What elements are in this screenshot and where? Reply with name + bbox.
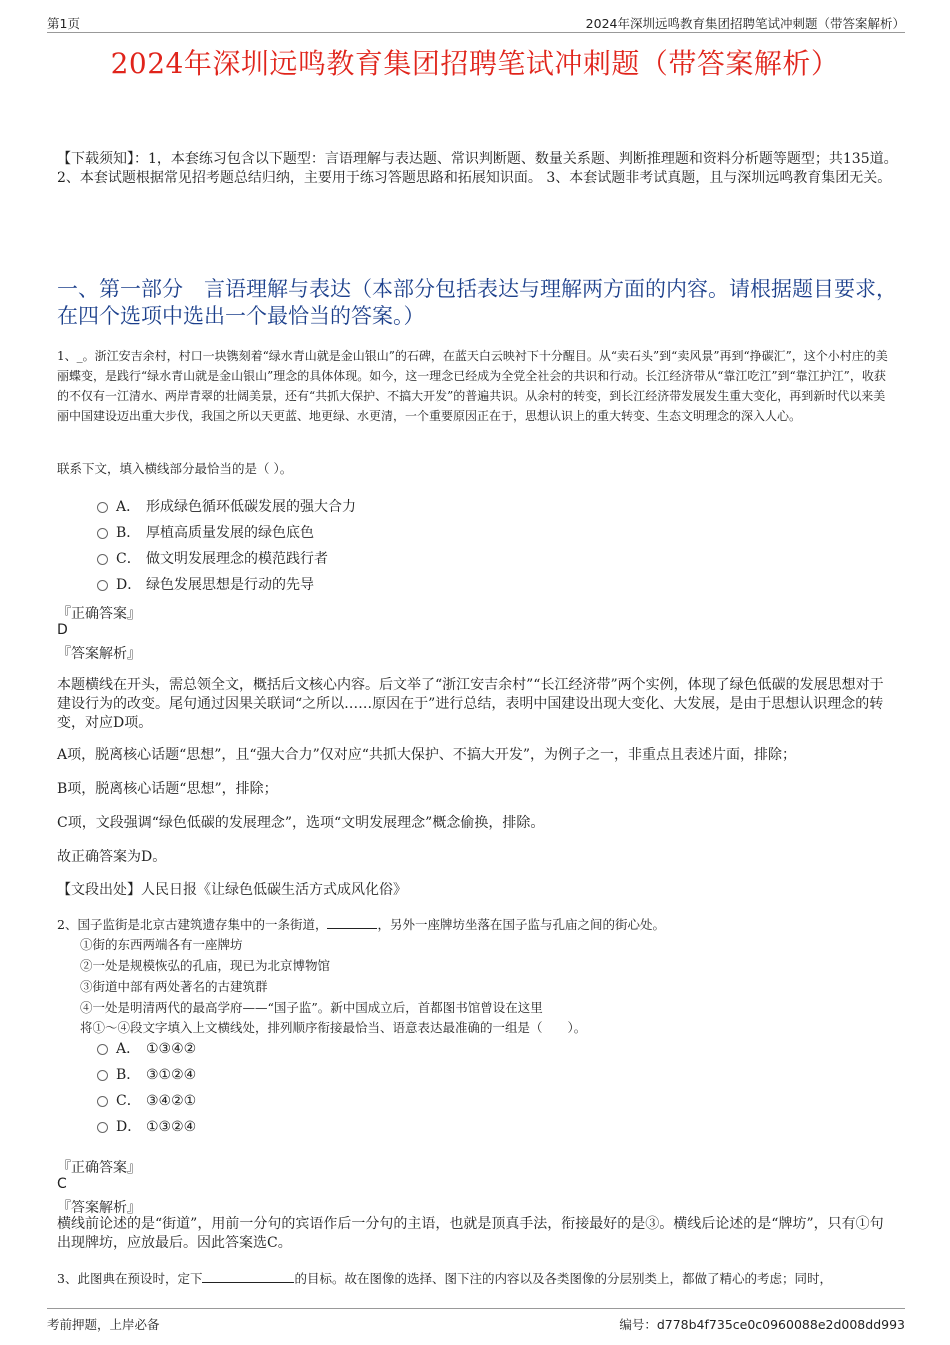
q2-answer-label: 『正确答案』 xyxy=(57,1160,141,1176)
q1-stem: 1、_。浙江安吉余村，村口一块镌刻着“绿水青山就是金山银山”的石碑，在蓝天白云映衬下十分醒目。从“卖石头”到“卖风景”再到“挣碳汇”，这个小村庄的美丽蝶变，是践行“绿水青山就是金山银山”理念的具体体现。如今，这一理念已经成为全党全社会的共识和行动。长江经济带从“靠江吃江”到“靠江护江”，收获的不仅有一江清水、两岸青翠的壮阔美景，还有“共抓大保护、不搞大开发”的普遍共识。从余村的转变，到长江经济带发展发生重大变化，再到新时代以来美丽中国建设迈出重大步伐，我国之所以天更蓝、地更绿、水更清，一个重要原因正在于，思想认识上的重大转变、生态文明理念的深入人心。 xyxy=(57,349,888,423)
fill-blank xyxy=(202,1272,294,1283)
page-header xyxy=(47,10,905,33)
option-text: 形成绿色循环低碳发展的强大合力 xyxy=(146,499,356,515)
q2-option-a[interactable] xyxy=(97,1038,196,1059)
q3-stem xyxy=(57,1268,897,1289)
q2-line-4: ④一处是明清两代的最高学府——“国子监”。新中国成立后，首都图书馆曾设在这里 xyxy=(80,1000,543,1015)
document-title: 2024年深圳远鸣教育集团招聘笔试冲刺题（带答案解析） xyxy=(110,47,840,80)
option-key: B． xyxy=(116,525,141,541)
option-text: ①③④② xyxy=(146,1041,197,1057)
q1-answer: D xyxy=(57,622,68,638)
option-text: ③①②④ xyxy=(146,1067,197,1083)
q2-option-c[interactable] xyxy=(97,1090,196,1111)
radio-icon[interactable] xyxy=(97,528,108,539)
option-key: B． xyxy=(116,1067,141,1083)
option-key: C． xyxy=(116,551,141,567)
header-doc-title: 2024年深圳远鸣教育集团招聘笔试冲刺题（带答案解析） xyxy=(585,16,905,31)
q3-stem-a: 3、此图典在预设时，定下 xyxy=(57,1271,203,1286)
option-text: 绿色发展思想是行动的先导 xyxy=(146,577,314,593)
q2-answer: C xyxy=(57,1176,67,1192)
option-key: A． xyxy=(116,499,141,515)
q2-line-3: ③街道中部有两处著名的古建筑群 xyxy=(80,979,268,994)
radio-icon[interactable] xyxy=(97,1122,108,1133)
q2-line-2: ②一处是规模恢弘的孔庙，现已为北京博物馆 xyxy=(80,958,331,973)
q1-analysis-main: 本题横线在开头，需总领全文，概括后文核心内容。后文举了“浙江安吉余村”“长江经济带”两个实例，体现了绿色低碳的发展思想对于建设行为的改变。尾句通过因果关联词“之所以……原因在于”进行总结，表明中国建设出现大变化、大发展，是由于思想认识理念的转变，对应D项。 xyxy=(57,677,884,731)
option-key: A． xyxy=(116,1041,141,1057)
page-footer xyxy=(47,1308,905,1333)
q2-analysis: 横线前论述的是“街道”，用前一分句的宾语作后一分句的主语，也就是顶真手法，衔接最好的是③。横线后论述的是“牌坊”，只有①句出现牌坊，应放最后。因此答案选C。 xyxy=(57,1216,884,1251)
radio-icon[interactable] xyxy=(97,502,108,513)
q1-analysis-c: C项，文段强调“绿色低碳的发展理念”，选项“文明发展理念”概念偷换，排除。 xyxy=(57,815,545,831)
option-text: 厚植高质量发展的绿色底色 xyxy=(146,525,314,541)
q1-source: 【文段出处】人民日报《让绿色低碳生活方式成风化俗》 xyxy=(57,882,407,898)
footer-id-label: 编号： xyxy=(619,1317,657,1332)
q1-analysis-a: A项，脱离核心话题“思想”，且“强大合力”仅对应“共抓大保护、不搞大开发”，为例子之一，非重点且表述片面，排除； xyxy=(57,747,797,763)
q1-analysis-b: B项，脱离核心话题“思想”，排除； xyxy=(57,781,278,797)
q2-line-1: ①街的东西两端各有一座牌坊 xyxy=(80,937,243,952)
option-text: ③④②① xyxy=(146,1093,197,1109)
option-text: ①③②④ xyxy=(146,1119,197,1135)
footer-id-code: d778b4f735ce0c0960088e2d008dd993 xyxy=(656,1317,905,1332)
option-key: D． xyxy=(116,577,142,593)
q1-prompt: 联系下文，填入横线部分最恰当的是（ ）。 xyxy=(57,461,293,476)
q3-stem-b: 的目标。故在图像的选择、图下注的内容以及各类图像的分层别类上，都做了精心的考虑；同时， xyxy=(294,1271,832,1286)
option-key: D． xyxy=(116,1119,142,1135)
q1-analysis-label: 『答案解析』 xyxy=(57,646,141,662)
fill-blank xyxy=(327,918,377,929)
q2-stem-b: ，另外一座牌坊坐落在国子监与孔庙之间的街心处。 xyxy=(377,917,665,932)
radio-icon[interactable] xyxy=(97,1096,108,1107)
footer-id xyxy=(619,1315,905,1333)
q2-analysis-label: 『答案解析』 xyxy=(57,1200,141,1216)
option-text: 做文明发展理念的模范践行者 xyxy=(146,551,328,567)
q1-analysis-conclusion: 故正确答案为D。 xyxy=(57,849,167,865)
radio-icon[interactable] xyxy=(97,1070,108,1081)
q1-option-b[interactable] xyxy=(97,522,314,543)
footer-slogan: 考前押题，上岸必备 xyxy=(47,1317,160,1332)
download-notice: 【下载须知】：1，本套练习包含以下题型：言语理解与表达题、常识判断题、数量关系题、判断推理题和资料分析题等题型；共135道。 2、本套试题根据常见招考题总结归纳，主要用于练习答题思路和拓展知识面。 3、本套试题非考试真题，且与深圳远鸣教育集团无关。 xyxy=(57,151,898,186)
q1-option-c[interactable] xyxy=(97,548,328,569)
q2-stem-a: 2、国子监街是北京古建筑遗存集中的一条街道， xyxy=(57,917,328,932)
q2-stem xyxy=(57,914,897,935)
q1-option-a[interactable] xyxy=(97,496,356,517)
q2-instruction: 将①～④段文字填入上文横线处，排列顺序衔接最恰当、语意表达最准确的一组是（ ）。 xyxy=(80,1020,587,1035)
radio-icon[interactable] xyxy=(97,580,108,591)
q1-option-d[interactable] xyxy=(97,574,314,595)
page-number: 第1页 xyxy=(47,16,80,31)
radio-icon[interactable] xyxy=(97,554,108,565)
q2-option-b[interactable] xyxy=(97,1064,196,1085)
q2-option-d[interactable] xyxy=(97,1116,196,1137)
section-heading: 一、第一部分 言语理解与表达（本部分包括表达与理解两方面的内容。请根据题目要求，在四个选项中选出一个最恰当的答案。） xyxy=(57,277,897,328)
radio-icon[interactable] xyxy=(97,1044,108,1055)
option-key: C． xyxy=(116,1093,141,1109)
q1-answer-label: 『正确答案』 xyxy=(57,606,141,622)
